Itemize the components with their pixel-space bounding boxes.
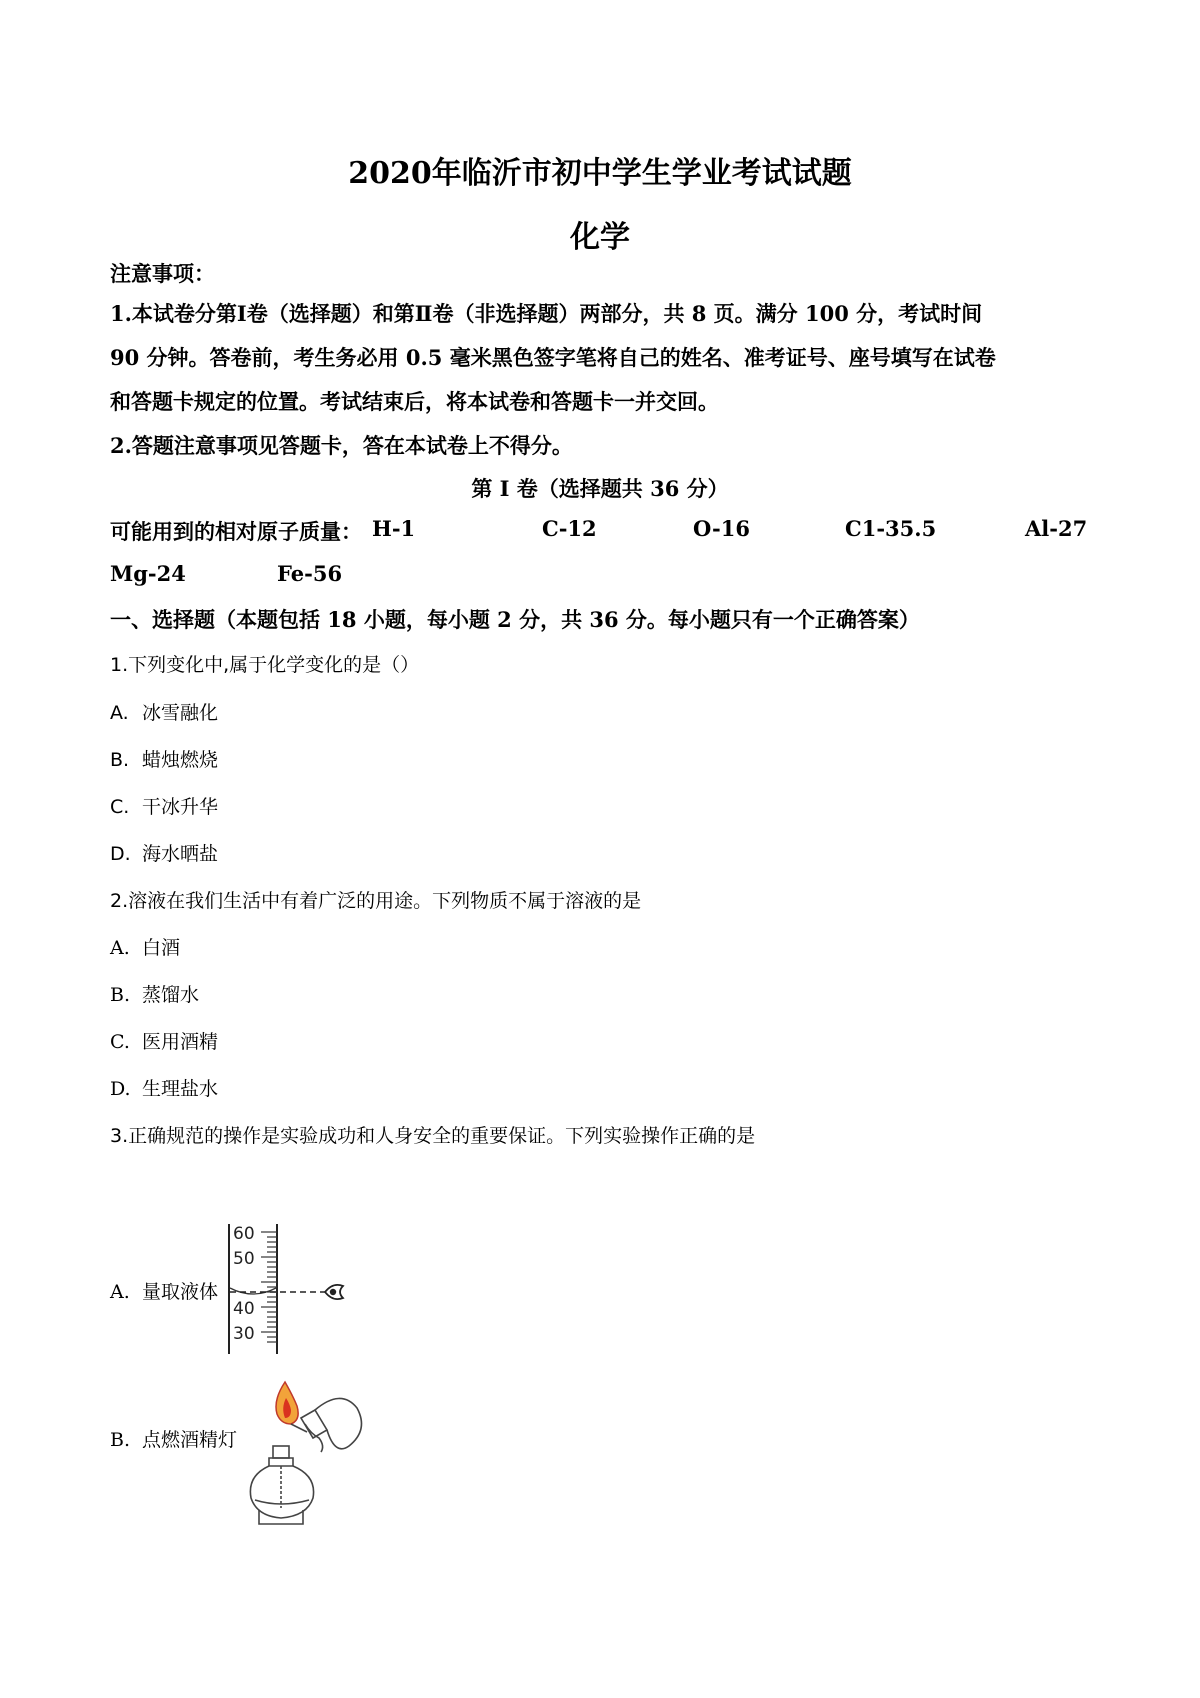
question-1-option-a[interactable]	[110, 698, 218, 725]
question-3-option-a[interactable]	[110, 1277, 218, 1304]
option-text: 海水晒盐	[142, 843, 219, 865]
option-letter: C.	[110, 796, 130, 818]
question-1-option-c[interactable]	[110, 792, 218, 819]
exam-title: 2020年临沂市初中学生学业考试试题	[348, 156, 852, 191]
option-text: 白酒	[142, 937, 181, 959]
eye-icon	[325, 1285, 343, 1299]
notice-heading: 注意事项：	[110, 261, 215, 286]
subject-title: 化学	[570, 220, 630, 255]
question-1-option-b[interactable]	[110, 745, 218, 772]
question-2-option-b[interactable]	[110, 980, 199, 1007]
part-title: 一、选择题（本题包括 18 小题，每小题 2 分，共 36 分。每小题只有一个正确答案）	[110, 607, 920, 632]
graduated-cylinder-figure	[225, 1222, 355, 1357]
cylinder-scale-50: 50	[233, 1249, 255, 1269]
option-text: 干冰升华	[142, 796, 219, 818]
option-letter: B.	[110, 1429, 131, 1451]
section-title: 第 I 卷（选择题共 36 分）	[471, 476, 729, 501]
atomic-mass-mg: Mg-24	[110, 561, 186, 586]
option-text: 点燃酒精灯	[142, 1429, 238, 1451]
atomic-mass-cl: C1-35.5	[845, 516, 937, 541]
notice-item1-line1: 1.本试卷分第Ⅰ卷（选择题）和第Ⅱ卷（非选择题）两部分，共 8 页。满分 100 分，考试时间	[110, 301, 983, 326]
notice-item2: 2.答题注意事项见答题卡，答在本试卷上不得分。	[110, 433, 573, 458]
option-letter: A.	[110, 702, 129, 724]
cylinder-scale-60: 60	[233, 1224, 255, 1244]
option-letter: A.	[110, 937, 130, 959]
option-text: 生理盐水	[142, 1078, 219, 1100]
question-3-option-b[interactable]	[110, 1425, 237, 1452]
question-2-option-d[interactable]	[110, 1074, 218, 1101]
option-letter: B.	[110, 984, 131, 1006]
notice-item1-line2: 90 分钟。答卷前，考生务必用 0.5 毫米黑色签字笔将自己的姓名、准考证号、座号填写在试卷	[110, 345, 996, 370]
cylinder-scale-30: 30	[233, 1324, 255, 1344]
alcohol-lamp-figure	[245, 1380, 375, 1530]
option-text: 蒸馏水	[142, 984, 200, 1006]
atomic-mass-o: O-16	[693, 516, 751, 541]
liquid-meniscus	[230, 1288, 276, 1294]
question-2-option-c[interactable]	[110, 1027, 218, 1054]
option-letter: D.	[110, 843, 131, 865]
option-letter: A.	[110, 1281, 130, 1303]
option-text: 蜡烛燃烧	[142, 749, 219, 771]
question-3-stem: 3.正确规范的操作是实验成功和人身安全的重要保证。下列实验操作正确的是	[110, 1125, 756, 1147]
question-2-stem: 2.溶液在我们生活中有着广泛的用途。下列物质不属于溶液的是	[110, 890, 642, 912]
question-1-option-d[interactable]	[110, 839, 218, 866]
option-letter: B.	[110, 749, 130, 771]
cylinder-scale-40: 40	[233, 1299, 255, 1319]
question-1-stem: 1.下列变化中,属于化学变化的是（）	[110, 654, 420, 676]
atomic-mass-label: 可能用到的相对原子质量：	[110, 519, 362, 544]
option-letter: D.	[110, 1078, 131, 1100]
atomic-mass-c: C-12	[542, 516, 597, 541]
notice-item1-line3: 和答题卡规定的位置。考试结束后，将本试卷和答题卡一并交回。	[110, 389, 719, 414]
option-text: 医用酒精	[142, 1031, 219, 1053]
option-text: 冰雪融化	[142, 702, 219, 724]
question-2-option-a[interactable]	[110, 933, 180, 960]
option-letter: C.	[110, 1031, 130, 1053]
atomic-mass-fe: Fe-56	[277, 561, 343, 586]
atomic-mass-al: Al-27	[1025, 516, 1088, 541]
atomic-mass-h: H-1	[372, 516, 416, 541]
option-text: 量取液体	[142, 1281, 219, 1303]
